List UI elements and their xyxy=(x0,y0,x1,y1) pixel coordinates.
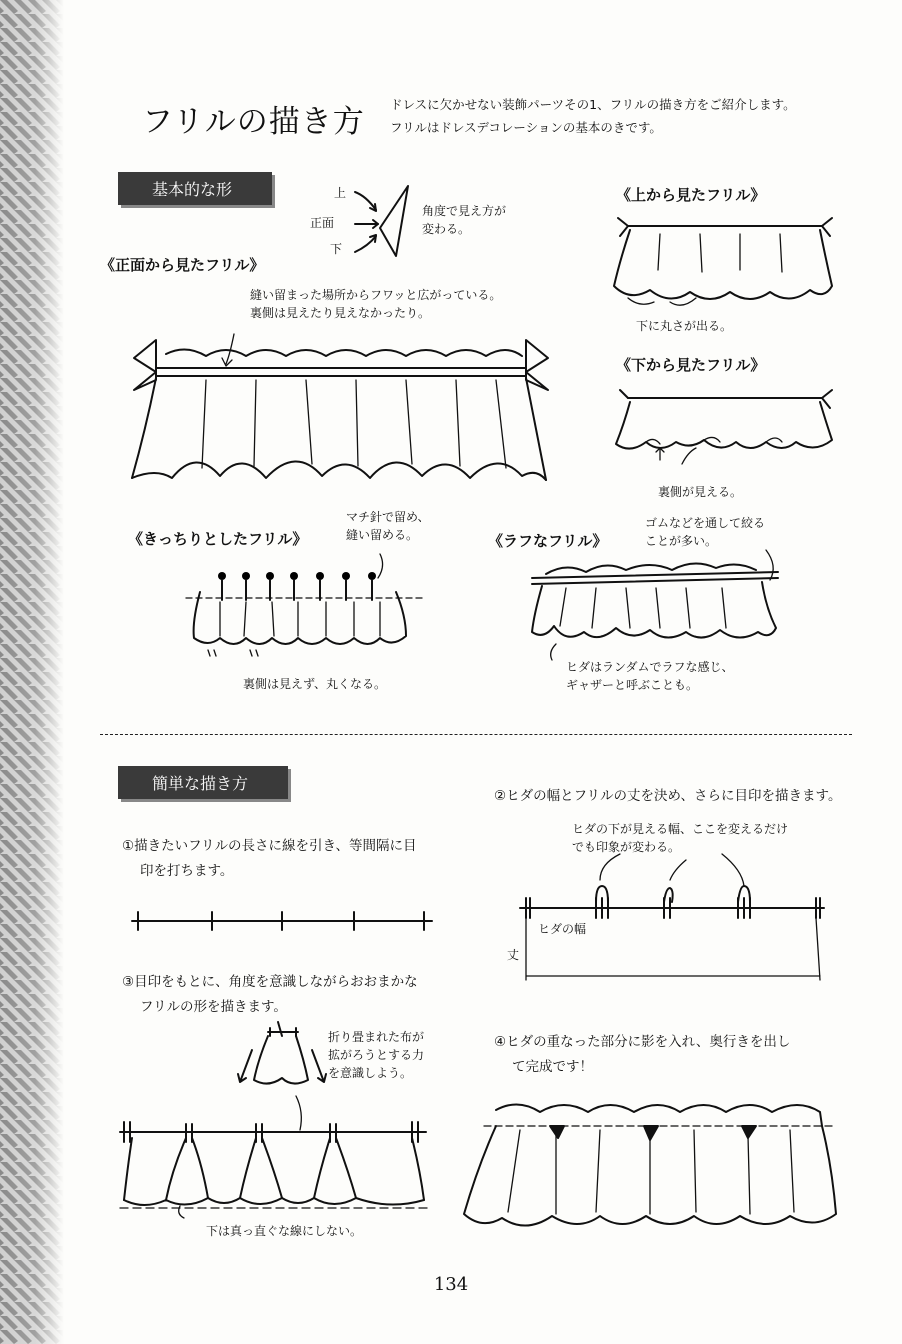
intro-text xyxy=(390,93,796,139)
tight-frill-illustration xyxy=(180,552,430,672)
step3-note-line-3: を意識しよう。 xyxy=(328,1066,413,1080)
rough-top-note-line-2: ことが多い。 xyxy=(645,534,718,548)
rough-frill-note xyxy=(566,658,734,694)
intro-line-2: フリルはドレスデコレーションの基本のきです。 xyxy=(390,120,662,135)
tight-pin-note-line-2: 縫い留める。 xyxy=(346,528,419,542)
step3-bottom-note: 下は真っ直ぐな線にしない。 xyxy=(206,1224,363,1238)
top-view-heading: 《上から見たフリル》 xyxy=(616,186,766,204)
step1-marked-line xyxy=(128,906,438,936)
step3-note-line-1: 折り畳まれた布が xyxy=(328,1030,425,1044)
step1-text xyxy=(122,834,462,884)
step3-frill-drawing xyxy=(116,1094,436,1224)
top-view-frill-illustration xyxy=(610,210,840,320)
angle-label-up: 上 xyxy=(334,186,347,200)
section-divider xyxy=(100,734,852,735)
step2-pleat-guide xyxy=(516,840,840,990)
tight-pin-note-line-1: マチ針で留め、 xyxy=(346,510,430,524)
page-title: フリルの描き方 xyxy=(142,104,365,140)
step3-fold-detail xyxy=(234,1020,334,1100)
angle-note xyxy=(422,202,506,238)
rough-top-note xyxy=(645,514,765,550)
step4-finished-frill xyxy=(460,1096,850,1236)
section-badge-basic: 基本的な形 xyxy=(118,172,272,205)
step1-line-1: ①描きたいフリルの長さに線を引き、等間隔に目 xyxy=(122,838,417,854)
tight-frill-heading: 《きっちりとしたフリル》 xyxy=(128,530,308,548)
step4-line-2: て完成です！ xyxy=(512,1059,593,1075)
step3-note-line-2: 拡がろうとする力 xyxy=(328,1048,425,1062)
step3-text xyxy=(122,970,462,1020)
bottom-view-heading: 《下から見たフリル》 xyxy=(616,356,766,374)
rough-note-line-2: ギャザーと呼ぶことも。 xyxy=(566,678,699,692)
step4-line-1: ④ヒダの重なった部分に影を入れ、奥行きを出し xyxy=(494,1034,791,1050)
front-view-frill-illustration xyxy=(126,318,566,498)
step3-line-1: ③目印をもとに、角度を意識しながらおおまかな xyxy=(122,974,418,990)
step2-width-label: ヒダの幅 xyxy=(538,922,587,936)
page-number: 134 xyxy=(433,1274,469,1295)
top-view-note: 下に丸さが出る。 xyxy=(636,319,733,333)
step2-note-line-2: でも印象が変わる。 xyxy=(572,840,681,854)
front-view-note-line-2: 裏側は見えたり見えなかったり。 xyxy=(250,306,431,320)
step4-text xyxy=(494,1030,854,1080)
angle-label-down: 下 xyxy=(330,242,343,256)
rough-top-note-line-1: ゴムなどを通して絞る xyxy=(645,516,766,530)
step3-line-2: フリルの形を描きます。 xyxy=(140,999,287,1015)
step2-note-line-1: ヒダの下が見える幅、ここを変えるだけ xyxy=(572,822,789,836)
angle-note-line-2: 変わる。 xyxy=(422,222,471,236)
front-view-note-line-1: 縫い留まった場所からフワッと広がっている。 xyxy=(250,288,502,302)
angle-note-line-1: 角度で見え方が xyxy=(422,204,507,218)
section-badge-easy: 簡単な描き方 xyxy=(118,766,288,799)
bottom-view-note: 裏側が見える。 xyxy=(658,485,743,499)
step3-note xyxy=(328,1028,424,1082)
rough-frill-illustration xyxy=(526,548,786,658)
angle-arrows-diagram xyxy=(350,180,420,260)
step2-length-label: 丈 xyxy=(507,948,520,962)
decorative-page-edge xyxy=(0,0,64,1344)
front-view-note xyxy=(250,286,501,322)
tight-pin-note xyxy=(346,508,430,544)
tight-frill-note: 裏側は見えず、丸くなる。 xyxy=(243,677,387,691)
front-view-heading: 《正面から見たフリル》 xyxy=(100,256,265,274)
step1-line-2: 印を打ちます。 xyxy=(140,863,234,879)
bottom-view-frill-illustration xyxy=(610,380,840,470)
rough-note-line-1: ヒダはランダムでラフな感じ、 xyxy=(566,660,734,674)
rough-frill-heading: 《ラフなフリル》 xyxy=(488,532,608,550)
angle-label-front: 正面 xyxy=(310,216,335,230)
intro-line-1: ドレスに欠かせない装飾パーツその1、フリルの描き方をご紹介します。 xyxy=(390,97,796,112)
step2-text: ②ヒダの幅とフリルの丈を決め、さらに目印を描きます。 xyxy=(494,788,842,804)
